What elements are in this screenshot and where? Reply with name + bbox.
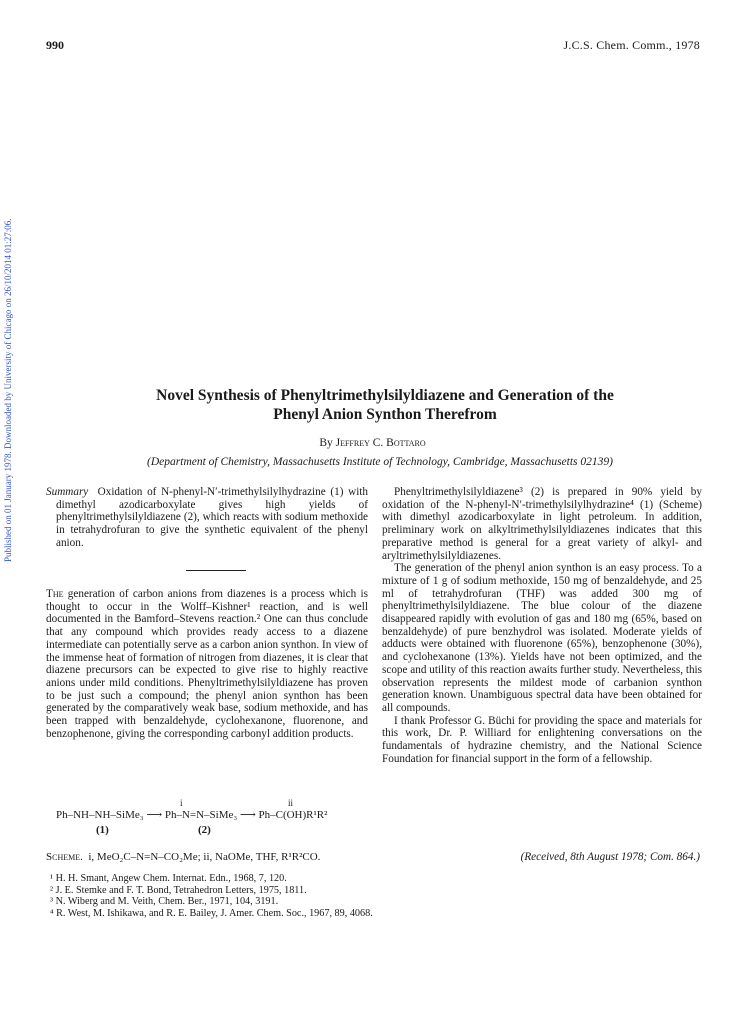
scheme-caption-text: i, MeO₂C–N=N–CO₂Me; ii, NaOMe, THF, R¹R²CO. bbox=[88, 851, 321, 863]
received-note bbox=[521, 851, 700, 863]
scheme-caption-label: Scheme. bbox=[46, 851, 83, 863]
author-name: Jeffrey C. Bottaro bbox=[335, 437, 426, 449]
affiliation bbox=[60, 456, 700, 468]
scheme-equation: Ph–NH–NH–SiMe₃ ⟶ Ph–N=N–SiMe₃ ⟶ Ph–C(OH)R¹R² bbox=[56, 809, 328, 821]
page-number: 990 bbox=[46, 38, 64, 52]
summary-text: Oxidation of N-phenyl-N′-trimethylsilylhydrazine (1) with dimethyl azodicarboxylate gives high yields of phenyltrimethylsilyldiazene (2), which reacts with sodium methoxide in tetrahydrofuran to give the synthetic equivalent of the phenyl anion. bbox=[56, 486, 369, 549]
download-watermark: Published on 01 January 1978. Downloaded by University of Chicago on 26/10/2014 01:27:06. bbox=[3, 218, 13, 562]
author-line bbox=[0, 437, 745, 449]
step-i-label: i bbox=[180, 798, 183, 808]
compound-2-label: (2) bbox=[198, 824, 211, 836]
paragraph-1: Phenyltrimethylsilyldiazene³ (2) is prepared in 90% yield by oxidation of the N-phenyl-N′-trimethylsilylhydrazine⁴ (1) (Scheme) with dimethyl azodicarboxylate in light petroleum. In addition, preliminary work on alkyltrimethylsilyldiazenes indicates that this preparative method is general for a great variety of alkyl- and aryltrimethylsilyldiazenes. bbox=[382, 486, 702, 562]
compound-1-label: (1) bbox=[96, 824, 109, 836]
reference-4: ⁴ R. West, M. Ishikawa, and R. E. Bailey, J. Amer. Chem. Soc., 1967, 89, 4068. bbox=[50, 907, 373, 919]
title-line-1: Novel Synthesis of Phenyltrimethylsilyldiazene and Generation of the bbox=[156, 387, 614, 404]
reference-1: ¹ H. H. Smant, Angew Chem. Internat. Edn., 1968, 7, 120. bbox=[50, 873, 287, 884]
reaction-scheme bbox=[56, 798, 376, 842]
by-label: By bbox=[319, 437, 333, 449]
summary-block bbox=[46, 486, 368, 550]
section-divider bbox=[186, 570, 246, 571]
reference-3: ³ N. Wiberg and M. Veith, Chem. Ber., 1971, 104, 3191. bbox=[50, 896, 279, 907]
body-left-text: generation of carbon anions from diazenes is a process which is thought to occur in the Wolff–Kishner¹ reaction, and is well documented in the Bamford–Stevens reaction.² One can thus conclude that any compound which provides ready access to a diazene intermediate can potentially serve as a carbon anion synthon. In view of the immense heat of formation of nitrogen from diazenes, it is clear that diazene precursors can be expected to give rise to highly reactive anions under mild conditions. Phenyltrimethylsilyldiazene has proven to be just such a compound; the phenyl anion synthon has been generated by the comparatively weak base, sodium methoxide, and has been trapped with benzaldehyde, cyclohexanone, fluorenone, and benzophenone, giving the corresponding carbonyl addition products. bbox=[46, 588, 368, 740]
body-right-column bbox=[382, 486, 702, 765]
affiliation-text: (Department of Chemistry, Massachusetts Institute of Technology, Cambridge, Massachusetts 02139) bbox=[147, 456, 613, 468]
summary-label: Summary bbox=[46, 486, 89, 498]
paragraph-3: I thank Professor G. Büchi for providing the space and materials for this work, Dr. P. Williard for enlightening conversations on the fundamentals of hydrazine chemistry, and the National Science Foundation for financial support in the form of a fellowship. bbox=[382, 714, 702, 765]
reference-2: ² J. E. Stemke and F. T. Bond, Tetrahedron Letters, 1975, 1811. bbox=[50, 884, 307, 896]
lead-word: The bbox=[46, 588, 64, 600]
journal-header: J.C.S. Chem. Comm., 1978 bbox=[563, 38, 700, 52]
scheme-caption bbox=[46, 851, 376, 863]
body-left-column bbox=[46, 588, 368, 740]
title-line-2: Phenyl Anion Synthon Therefrom bbox=[273, 406, 497, 423]
paragraph-2: The generation of the phenyl anion synthon is an easy process. To a mixture of 1 g of sodium methoxide, 150 mg of benzaldehyde, and 25 ml of tetrahydrofuran (THF) was added 300 mg of phenyltrimethylsilyldiazene. The blue colour of the diazene disappeared rapidly with evolution of gas and 180 mg (65%, based on benzaldehyde) of pure benzhydrol was isolated. Moderate yields of adducts were obtained with fluorenone (65%), benzophenone (30%), and cyclohexanone (13%). Yields have not been optimized, and the scope and utility of this reaction awaits further study. Nevertheless, this observation represents the mildest mode of carbanion synthon generation known. Unambiguous spectral data have been obtained for all compounds. bbox=[382, 562, 702, 714]
step-ii-label: ii bbox=[288, 798, 294, 808]
received-text: (Received, 8th August 1978; Com. 864.) bbox=[520, 851, 700, 863]
article-title bbox=[90, 386, 680, 424]
references-list bbox=[46, 873, 646, 919]
